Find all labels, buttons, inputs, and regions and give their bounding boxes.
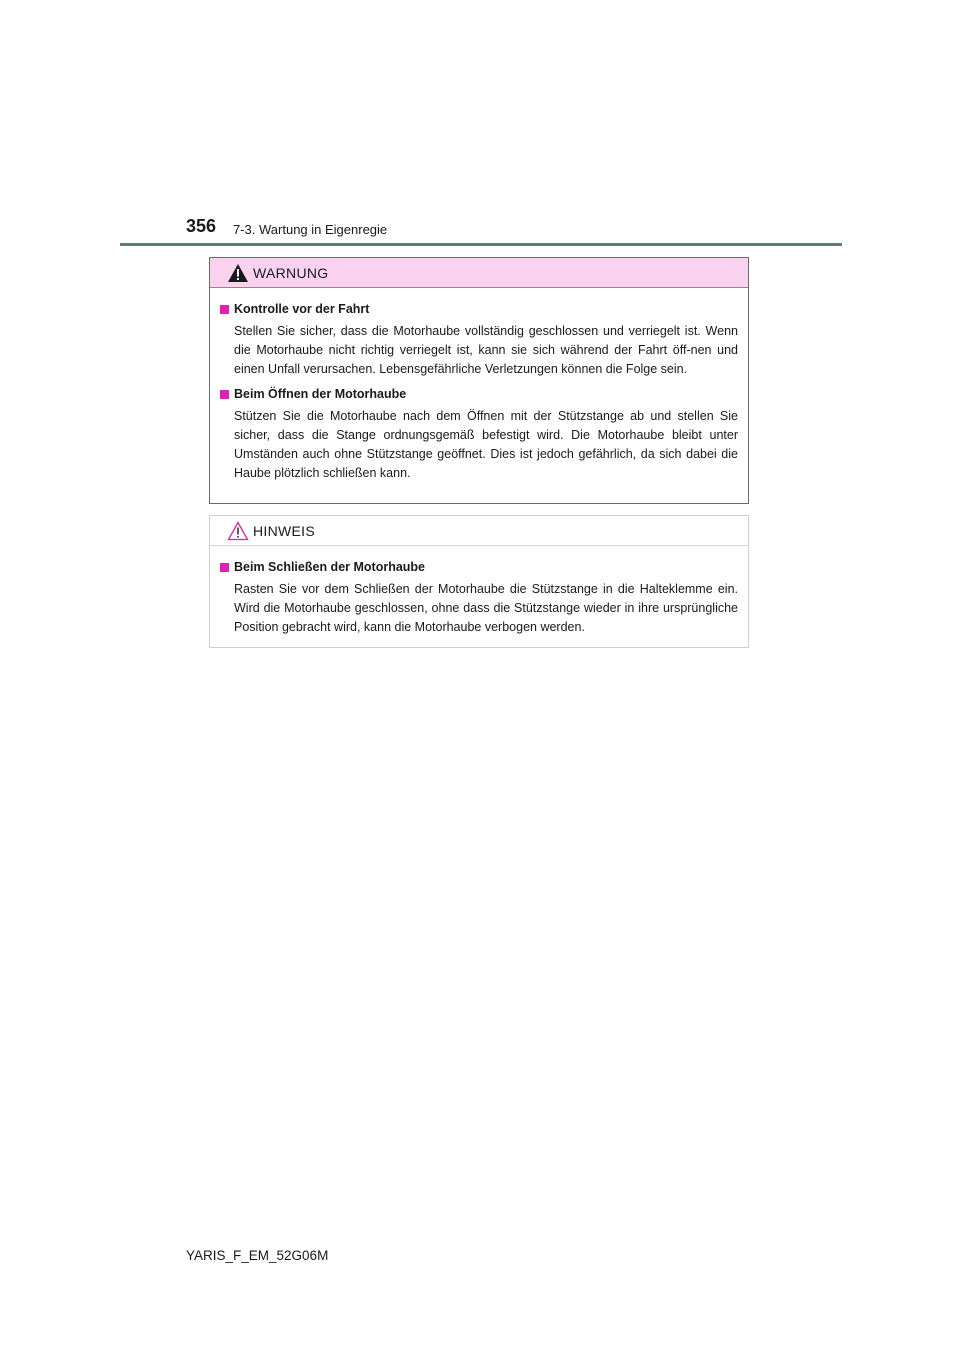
notice-item bbox=[218, 558, 738, 637]
item-heading-text: Kontrolle vor der Fahrt bbox=[234, 302, 370, 316]
page-number: 356 bbox=[186, 216, 217, 236]
notice-triangle-icon bbox=[227, 521, 249, 541]
notice-box bbox=[209, 515, 749, 648]
warning-header bbox=[210, 258, 748, 288]
warning-box bbox=[209, 257, 749, 504]
notice-label: HINWEIS bbox=[253, 523, 315, 539]
bullet-square-icon bbox=[220, 390, 229, 399]
warning-body bbox=[210, 288, 748, 483]
item-heading-text: Beim Öffnen der Motorhaube bbox=[234, 387, 407, 401]
item-heading bbox=[218, 558, 738, 577]
section-title: 7-3. Wartung in Eigenregie bbox=[233, 222, 388, 237]
page-header bbox=[0, 0, 960, 250]
item-text: Stützen Sie die Motorhaube nach dem Öffnen mit der Stützstange ab und stellen Sie sicher, dass die Stange ordnungsgemäß befestigt wird. Die Motorhaube bleibt unter Umständen auch ohne Stützstange geöffnet. Dies ist jedoch gefährlich, da sich dabei die Haube plötzlich schließen kann. bbox=[234, 409, 738, 480]
header-rule bbox=[120, 243, 842, 246]
item-heading-text: Beim Schließen der Motorhaube bbox=[234, 560, 426, 574]
warning-item bbox=[218, 300, 738, 379]
notice-body bbox=[210, 546, 748, 637]
item-heading bbox=[218, 300, 738, 319]
item-text: Stellen Sie sicher, dass die Motorhaube vollständig geschlossen und verriegelt ist. Wenn die Motorhaube nicht richtig verriegelt ist, kann sie sich während der Fahrt öff-nen und einen Unfall verursachen. Lebensgefährliche Verletzungen können die Folge sein. bbox=[234, 324, 738, 376]
item-heading bbox=[218, 385, 738, 404]
document-code: YARIS_F_EM_52G06M bbox=[186, 1248, 329, 1263]
warning-triangle-icon bbox=[227, 263, 249, 283]
notice-header bbox=[210, 516, 748, 546]
warning-label: WARNUNG bbox=[253, 265, 329, 281]
item-text: Rasten Sie vor dem Schließen der Motorhaube die Stützstange in die Halteklemme ein. Wird die Motorhaube geschlossen, ohne dass die Stützstange wieder in ihre ursprüngliche Position gebracht wird, kann die Motorhaube verbogen werden. bbox=[234, 582, 738, 634]
bullet-square-icon bbox=[220, 563, 229, 572]
warning-item bbox=[218, 385, 738, 483]
bullet-square-icon bbox=[220, 305, 229, 314]
